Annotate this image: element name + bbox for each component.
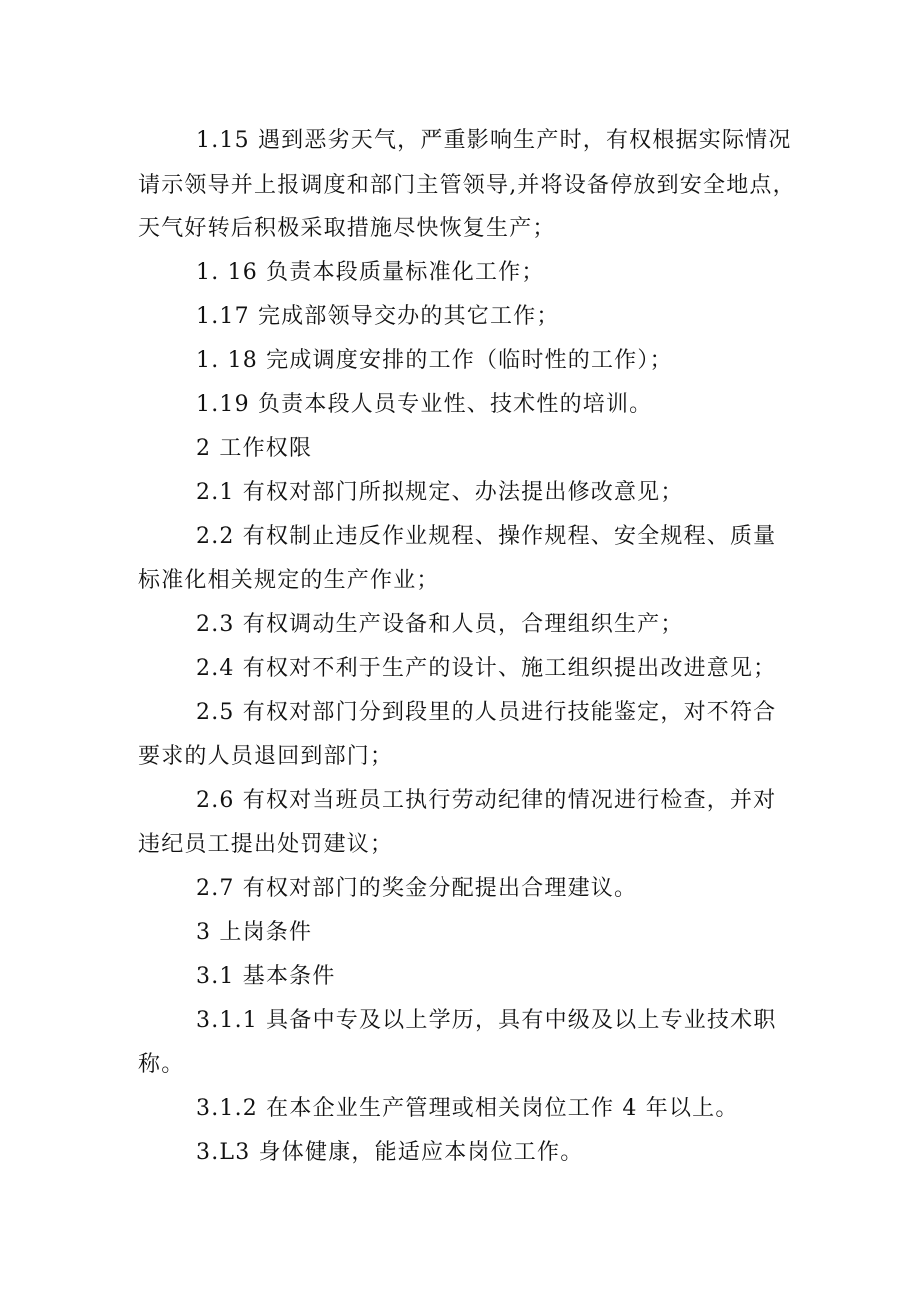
text-line: 天气好转后积极采取措施尽快恢复生产；	[138, 216, 556, 241]
section-heading: 2 工作权限	[196, 436, 313, 461]
subsection-heading: 3.1 基本条件	[196, 964, 336, 989]
text-line: 标准化相关规定的生产作业；	[138, 568, 440, 593]
text-line: 违纪员工提出处罚建议；	[138, 832, 394, 857]
text-line: 1. 16 负责本段质量标准化工作；	[196, 260, 545, 285]
text-line: 1.17 完成部领导交办的其它工作；	[196, 304, 560, 329]
text-line: 2.7 有权对部门的奖金分配提出合理建议。	[196, 876, 638, 901]
text-line: 2.4 有权对不利于生产的设计、施工组织提出改进意见；	[196, 656, 777, 681]
text-line: 请示领导并上报调度和部门主管领导,并将设备停放到安全地点，	[138, 173, 796, 198]
text-line: 1.15 遇到恶劣天气，严重影响生产时，有权根据实际情况	[196, 128, 792, 153]
text-line: 2.6 有权对当班员工执行劳动纪律的情况进行检查，并对	[196, 788, 777, 813]
text-line: 2.2 有权制止违反作业规程、操作规程、安全规程、质量	[196, 524, 777, 549]
text-line: 2.1 有权对部门所拟规定、办法提出修改意见；	[196, 480, 684, 505]
text-line: 1. 18 完成调度安排的工作（临时性的工作）；	[196, 348, 673, 373]
text-line: 3.1.2 在本企业生产管理或相关岗位工作 4 年以上。	[196, 1096, 739, 1121]
text-line: 3.1.1 具备中专及以上学历，具有中级及以上专业技术职	[196, 1008, 777, 1033]
text-line: 1.19 负责本段人员专业性、技术性的培训。	[196, 392, 653, 417]
text-line: 要求的人员退回到部门；	[138, 744, 394, 769]
text-line: 3.L3 身体健康，能适应本岗位工作。	[196, 1140, 584, 1165]
text-line: 2.5 有权对部门分到段里的人员进行技能鉴定，对不符合	[196, 700, 777, 725]
text-line: 称。	[138, 1052, 185, 1077]
section-heading: 3 上岗条件	[196, 920, 313, 945]
text-line: 2.3 有权调动生产设备和人员，合理组织生产；	[196, 612, 684, 637]
